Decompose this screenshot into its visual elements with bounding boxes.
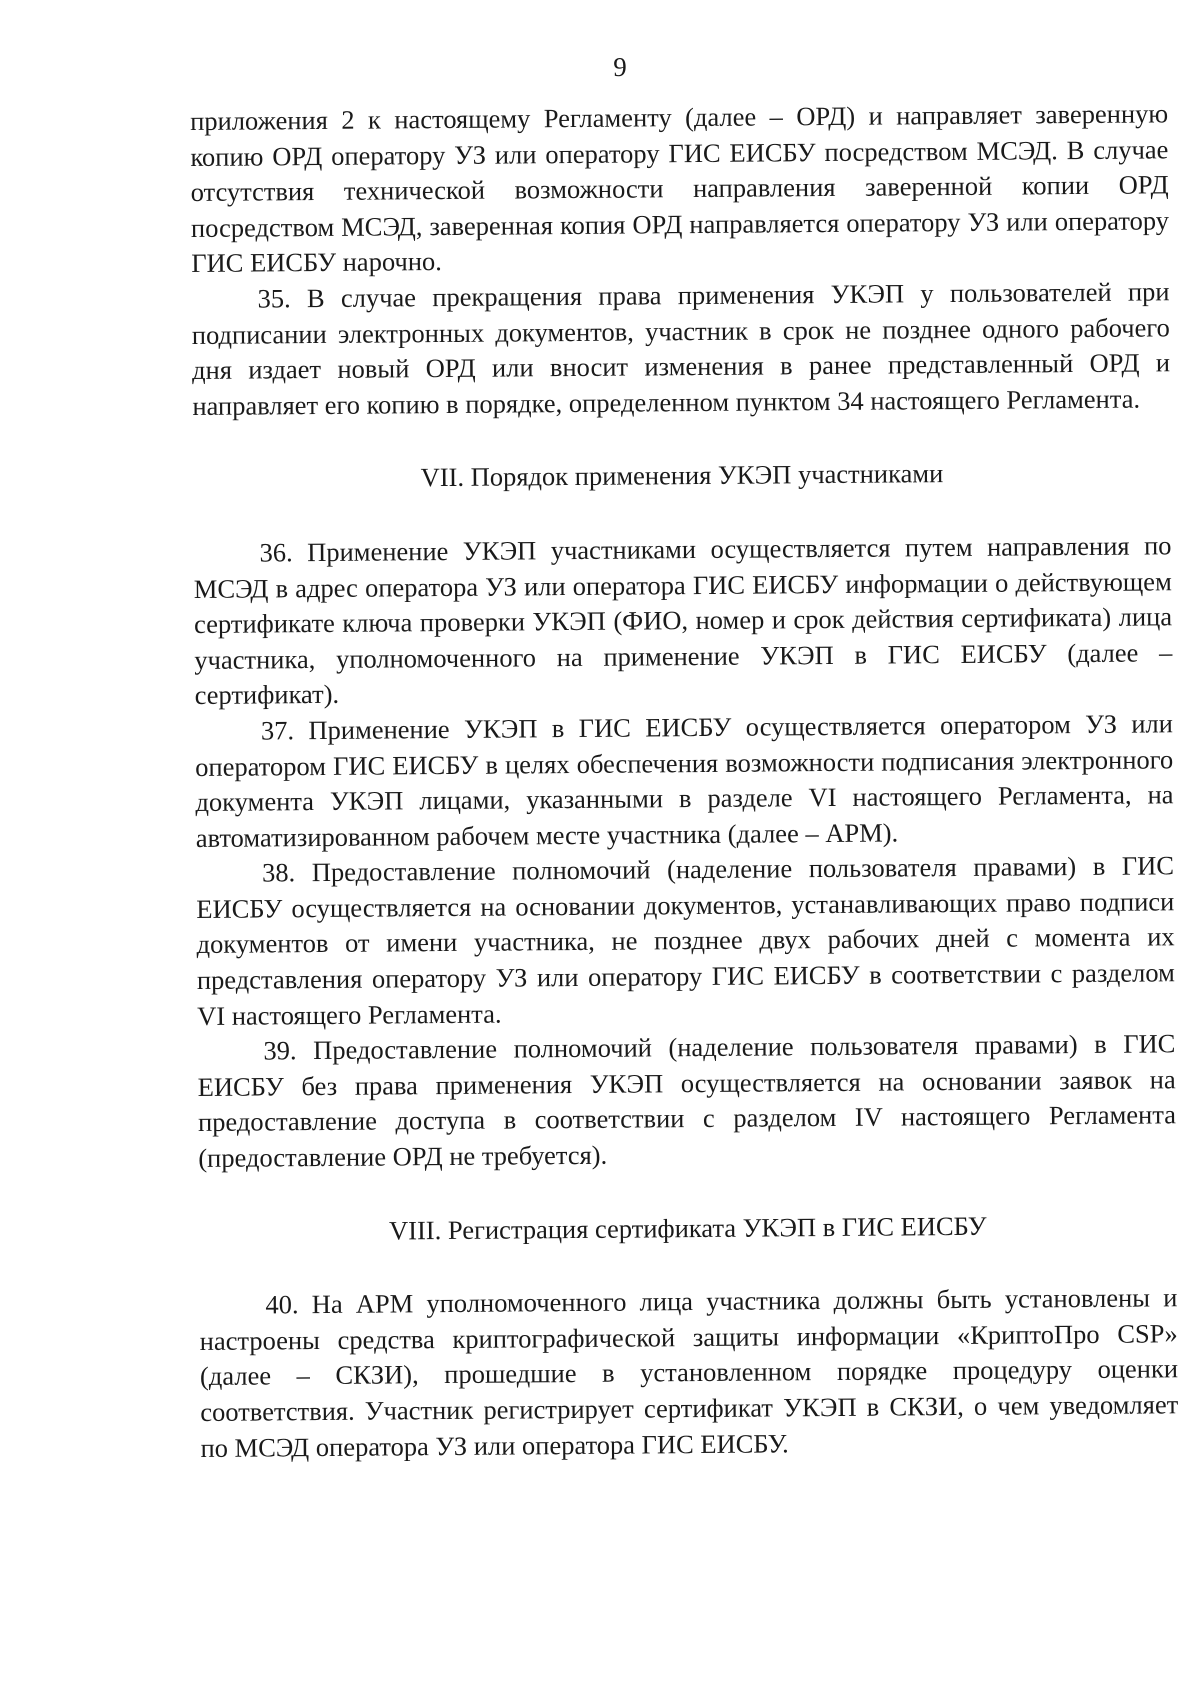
paragraph-36: 36. Применение УКЭП участниками осуществляется путем направления по МСЭД в адрес оператора УЗ или оператора ГИС ЕИСБУ информации о действующем сертификате ключа проверки УКЭП (ФИО, номер и срок действия сертификата) лица участника, уполномоченного на применение УКЭП в ГИС ЕИСБУ (далее – сертификат). — [193, 530, 1173, 711]
section-heading-viii: VIII. Регистрация сертификата УКЭП в ГИС ЕИСБУ — [388, 1210, 987, 1246]
paragraph-40: 40. На АРМ уполномоченного лица участника должны быть установлены и настроены средства криптографической защиты информации «КриптоПро CSP» (далее – СКЗИ), прошедшие в установленном порядке процедуру оценки соответствия. Участник регистрирует сертификат УКЭП в СКЗИ, о чем уведомляет по МСЭД оператора УЗ или оператора ГИС ЕИСБУ. — [199, 1282, 1179, 1463]
document-body — [190, 96, 1179, 1466]
paragraph-continuation: приложения 2 к настоящему Регламенту (далее – ОРД) и направляет заверенную копию ОРД оператору УЗ или оператору ГИС ЕИСБУ посредством МСЭД. В случае отсутствия технической возможности направления заверенной копии ОРД посредством МСЭД, заверенная копия ОРД направляется оператору УЗ или оператору ГИС ЕИСБУ нарочно. — [190, 98, 1170, 279]
paragraph-37: 37. Применение УКЭП в ГИС ЕИСБУ осуществляется оператором УЗ или оператором ГИС ЕИСБУ в целях обеспечения возможности подписания электронного документа УКЭП лицами, указанными в разделе VI настоящего Регламента, на автоматизированном рабочем месте участника (далее – АРМ). — [195, 708, 1174, 853]
page-number: 9 — [613, 52, 627, 82]
section-heading-vii: VII. Порядок применения УКЭП участниками — [420, 458, 944, 493]
paragraph-38: 38. Предоставление полномочий (наделение пользователя правами) в ГИС ЕИСБУ осуществляется на основании документов, устанавливающих право подписи документов от имени участника, не позднее двух рабочих дней с момента их представления оператору УЗ или оператору ГИС ЕИСБУ в соответствии с разделом VI настоящего Регламента. — [196, 850, 1175, 1031]
paragraph-39: 39. Предоставление полномочий (наделение пользователя правами) в ГИС ЕИСБУ без права применения УКЭП осуществляется на основании заявок на предоставление доступа в соответствии с разделом IV настоящего Регламента (предоставление ОРД не требуется). — [197, 1028, 1177, 1173]
paragraph-35: 35. В случае прекращения права применения УКЭП у пользователей при подписании электронных документов, участник в срок не позднее одного рабочего дня издает новый ОРД или вносит изменения в ранее представленный ОРД и направляет его копию в порядке, определенном пунктом 34 настоящего Регламента. — [191, 276, 1171, 421]
